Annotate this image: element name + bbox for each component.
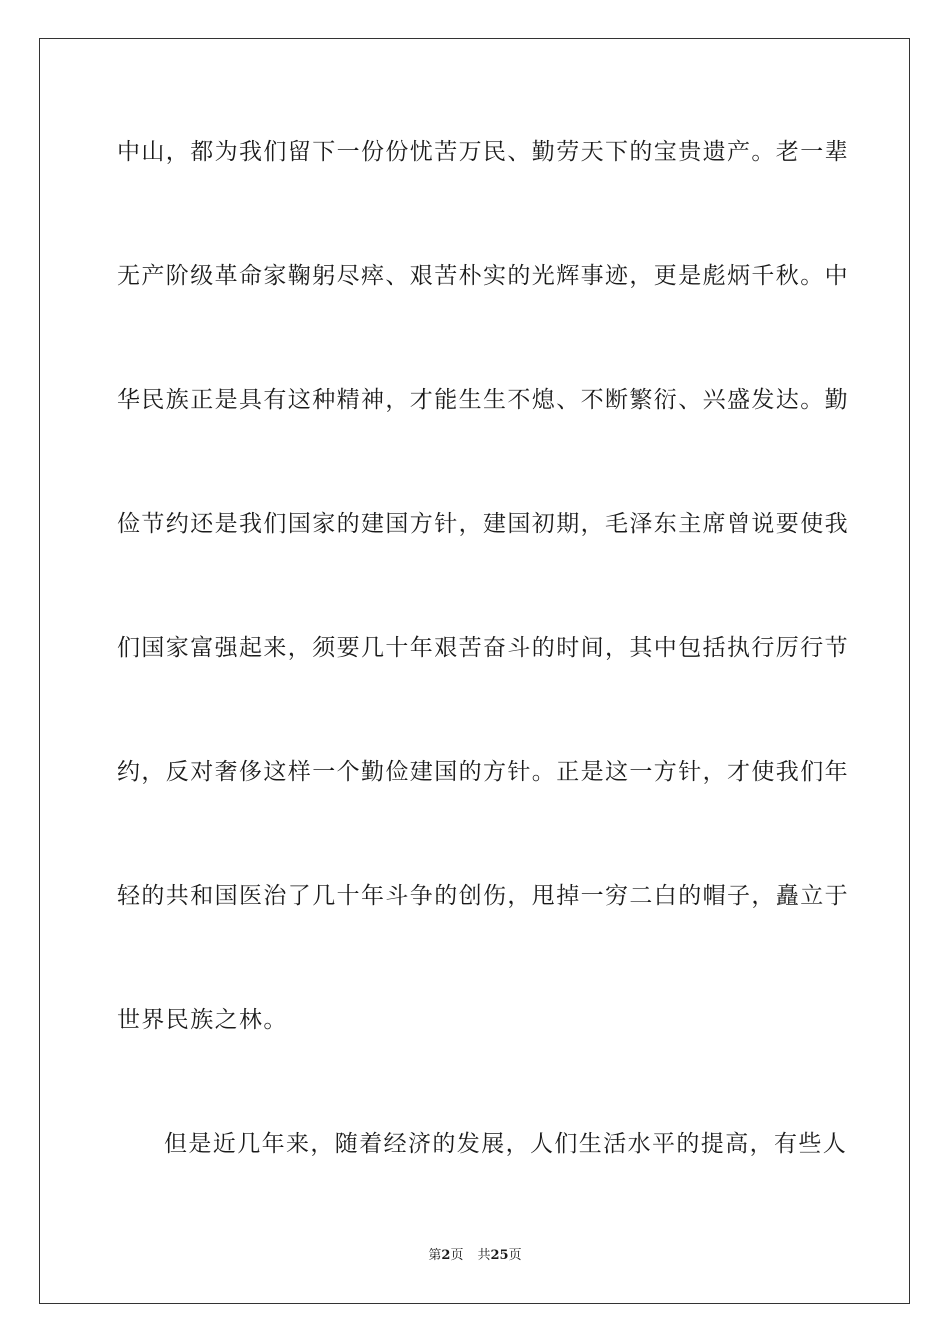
body-text-line: 中山，都为我们留下一份份忧苦万民、勤劳天下的宝贵遗产。老一辈 xyxy=(117,139,849,165)
body-text-line: 们国家富强起来，须要几十年艰苦奋斗的时间，其中包括执行厉行节 xyxy=(117,635,849,661)
body-text-line: 华民族正是具有这种精神，才能生生不熄、不断繁衍、兴盛发达。勤 xyxy=(117,387,849,413)
page-footer xyxy=(0,1247,950,1265)
body-text-line: 轻的共和国医治了几十年斗争的创伤，甩掉一穷二白的帽子，矗立于 xyxy=(117,883,849,909)
body-text-line: 世界民族之林。 xyxy=(117,1007,288,1033)
body-text-line: 约，反对奢侈这样一个勤俭建国的方针。正是这一方针，才使我们年 xyxy=(117,759,849,785)
page-number-label: 第2页 xyxy=(428,1248,464,1263)
total-pages-label: 共25页 xyxy=(477,1248,522,1263)
paragraph-start-line: 但是近几年来，随着经济的发展，人们生活水平的提高，有些人 xyxy=(164,1131,848,1157)
page-border xyxy=(39,38,910,1304)
body-text-line: 俭节约还是我们国家的建国方针，建国初期，毛泽东主席曾说要使我 xyxy=(117,511,849,537)
body-text-line: 无产阶级革命家鞠躬尽瘁、艰苦朴实的光辉事迹，更是彪炳千秋。中 xyxy=(117,263,849,289)
